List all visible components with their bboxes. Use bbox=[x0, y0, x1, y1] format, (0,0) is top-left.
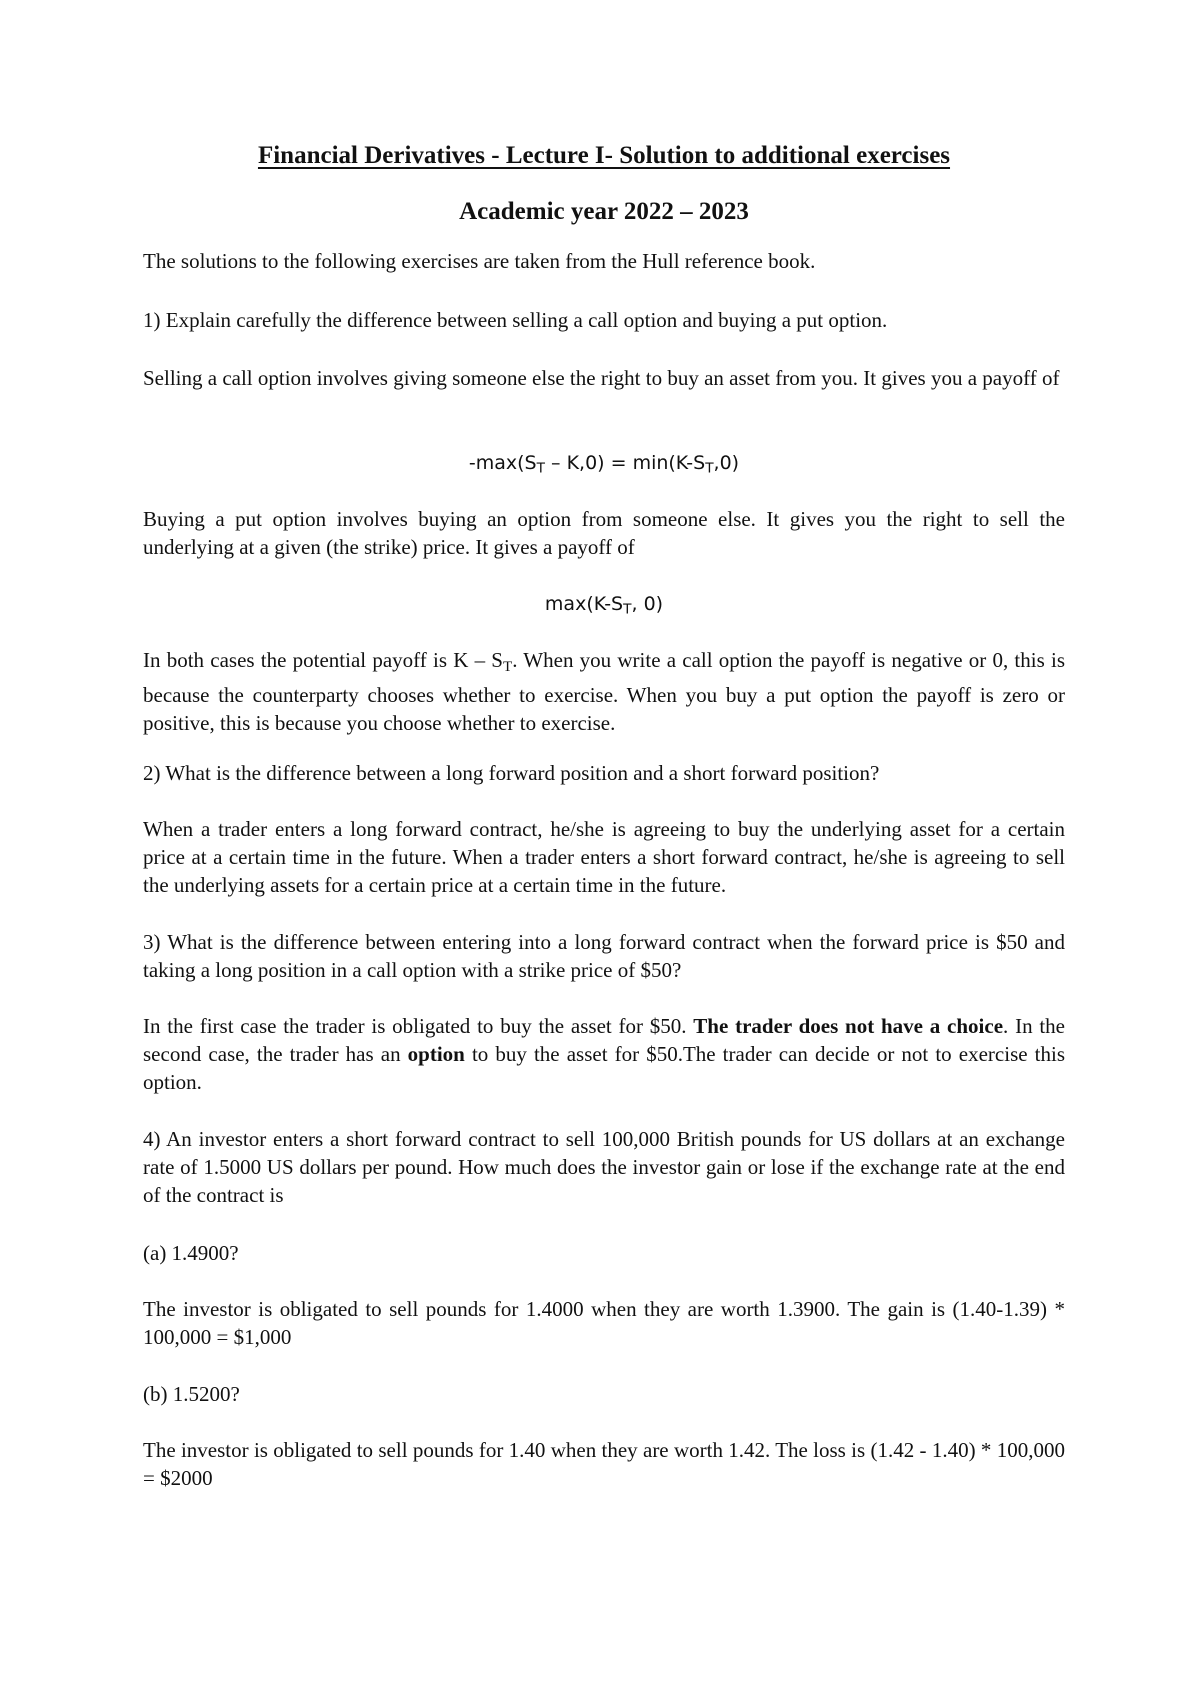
answer-1-buying-put: Buying a put option involves buying an option from someone else. It gives you the right to sell the underlying at a given (the strike) price. It gives a payoff of bbox=[143, 507, 1065, 559]
question-1: 1) Explain carefully the difference between selling a call option and buying a put option. bbox=[143, 308, 888, 332]
answer-3: In the first case the trader is obligated to buy the asset for $50. The trader does not have a choice. In the second case, the trader has an option to buy the asset for $50.The trader can decide or not to exercise this option. bbox=[143, 1014, 1065, 1094]
question-2: 2) What is the difference between a long forward position and a short forward position? bbox=[143, 761, 880, 785]
document-title: Financial Derivatives - Lecture I- Solution to additional exercises bbox=[257, 142, 951, 169]
answer-4-part-a: The investor is obligated to sell pounds for 1.4000 when they are worth 1.3900. The gain is (1.40-1.39) * 100,000 = $1,000 bbox=[143, 1297, 1065, 1349]
question-4-part-a: (a) 1.4900? bbox=[143, 1241, 239, 1265]
question-4-part-b: (b) 1.5200? bbox=[143, 1382, 240, 1406]
document-subtitle: Academic year 2022 – 2023 bbox=[459, 198, 749, 225]
answer-4-part-b: The investor is obligated to sell pounds for 1.40 when they are worth 1.42. The loss is (1.42 - 1.40) * 100,000 = $2000 bbox=[143, 1438, 1065, 1490]
question-3: 3) What is the difference between entering into a long forward contract when the forward price is $50 and taking a long position in a call option with a strike price of $50? bbox=[143, 930, 1065, 982]
answer-1-selling-call: Selling a call option involves giving someone else the right to buy an asset from you. It gives you a payoff of bbox=[143, 366, 1060, 390]
formula-long-put-payoff: $\max(K-S_T$, 0) bbox=[544, 593, 664, 618]
answer-2: When a trader enters a long forward contract, he/she is agreeing to buy the underlying asset for a certain price at a certain time in the future. When a trader enters a short forward contract, he/she is agreeing to sell the underlying assets for a certain price at a certain time in the future. bbox=[143, 817, 1065, 897]
intro-paragraph: The solutions to the following exercises are taken from the Hull reference book. bbox=[143, 249, 816, 273]
emphasis-option: option bbox=[407, 1042, 465, 1066]
answer-1-comparison: In both cases the potential payoff is K – $S_T$. When you write a call option the payoff is negative or 0, this is because the counterparty chooses whether to exercise. When you buy a put option the payoff is zero or positive, this is because you choose whether to exercise. bbox=[143, 648, 1065, 735]
formula-short-call-payoff: $-\max(S_T - K,0) = \min(K-S_T,0)$ bbox=[468, 452, 740, 477]
question-4: 4) An investor enters a short forward contract to sell 100,000 British pounds for US dollars at an exchange rate of 1.5000 US dollars per pound. How much does the investor gain or lose if the exchange rate at the end of the contract is bbox=[143, 1127, 1065, 1207]
emphasis-no-choice: The trader does not have a choice bbox=[693, 1014, 1004, 1038]
